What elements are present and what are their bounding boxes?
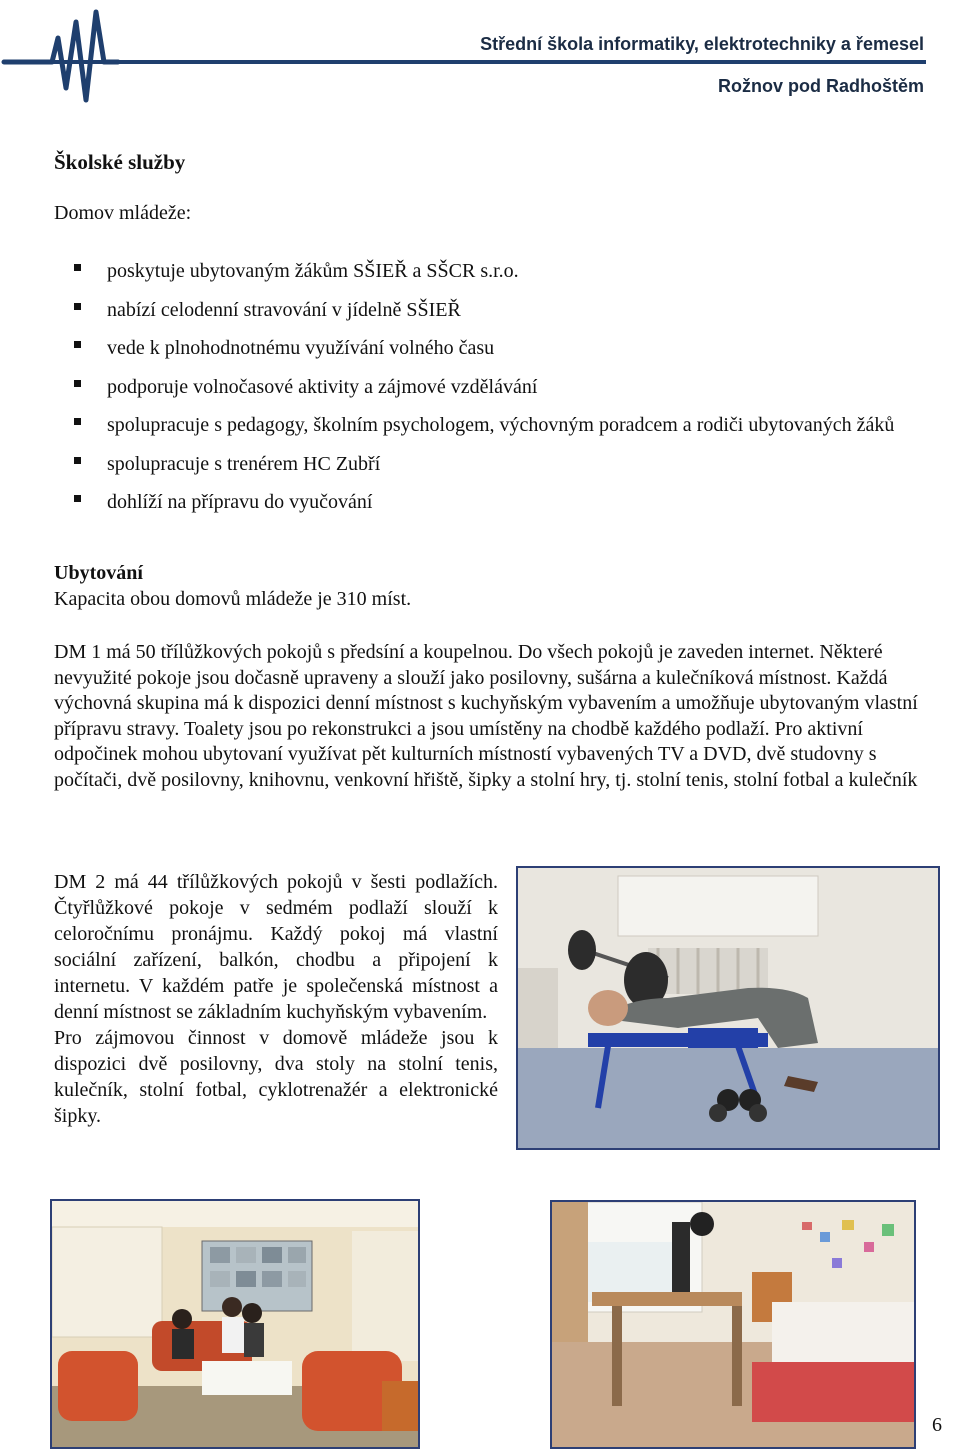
room-photo [550, 1200, 916, 1449]
section-title: Školské služby [54, 150, 186, 174]
list-item: vede k plnohodnotnému využívání volného času [54, 329, 960, 368]
dm1-paragraph: DM 1 má 50 třílůžkových pokojů s předsíní a koupelnou. Do všech pokojů je zaveden internet. Některé nevyužité pokoje jsou dočasně upraveny a slouží jako posilovny, sušárna a kulečníková místnost. Každá výchovná skupina má k dispozici denní místnost s kuchyňským vybavením a umožňuje ubytovaným vlastní přípravu stravy. Toalety jsou po rekonstrukci a jsou umístěny na chodbě každého podlaží. Pro aktivní odpočinek mohou ubytovaní využívat pět kulturních místností vybavených TV a DVD, dvě studovny s počítači, dvě posilovny, knihovnu, venkovní hřiště, šipky a stolní hry, tj. stolní tenis, stolní fotbal a kulečník [54, 641, 918, 791]
gym-photo [516, 866, 940, 1150]
dm2-paragraph: DM 2 má 44 třílůžkových pokojů v šesti podlažích. Čtyřlůžkové pokoje v sedmém podlaží slouží k celoročnímu pronájmu. Každý pokoj má vlastní sociální zařízení, balkón, chodbu a připojení k internetu. V každém patře je společenská místnost a denní místnost se základním kuchyňským vybavením. [54, 871, 498, 1023]
list-item: podporuje volnočasové aktivity a zájmové vzdělávání [54, 368, 960, 407]
list-item: spolupracuje s pedagogy, školním psychologem, výchovným poradcem a rodiči ubytovaných žáků [54, 406, 960, 445]
dm2-text [54, 869, 498, 1129]
capacity-text: Kapacita obou domovů mládeže je 310 míst. [54, 588, 412, 610]
dm2-activities-paragraph: Pro zájmovou činnost v domově mládeže jsou k dispozici dvě posilovny, dva stoly na stolní tenis, kulečník, stolní fotbal, cyklotrenažér a elektronické šipky. [54, 1027, 498, 1127]
list-item: nabízí celodenní stravování v jídelně SŠIEŘ [54, 291, 960, 330]
header-rule [4, 60, 926, 64]
subtitle: Domov mládeže: [54, 202, 192, 224]
list-item: dohlíží na přípravu do vyučování [54, 483, 960, 522]
list-item: poskytuje ubytovaným žákům SŠIEŘ a SŠCR s.r.o. [54, 252, 960, 291]
school-town: Rožnov pod Radhoštěm [718, 76, 924, 96]
school-name: Střední škola informatiky, elektrotechniky a řemesel [480, 34, 924, 54]
lounge-photo [50, 1199, 420, 1449]
ubytovani-heading: Ubytování [54, 562, 143, 584]
services-list [54, 252, 960, 522]
header-pulse-logo [0, 0, 140, 110]
page-number: 6 [932, 1414, 942, 1436]
list-item: spolupracuje s trenérem HC Zubří [54, 445, 960, 484]
